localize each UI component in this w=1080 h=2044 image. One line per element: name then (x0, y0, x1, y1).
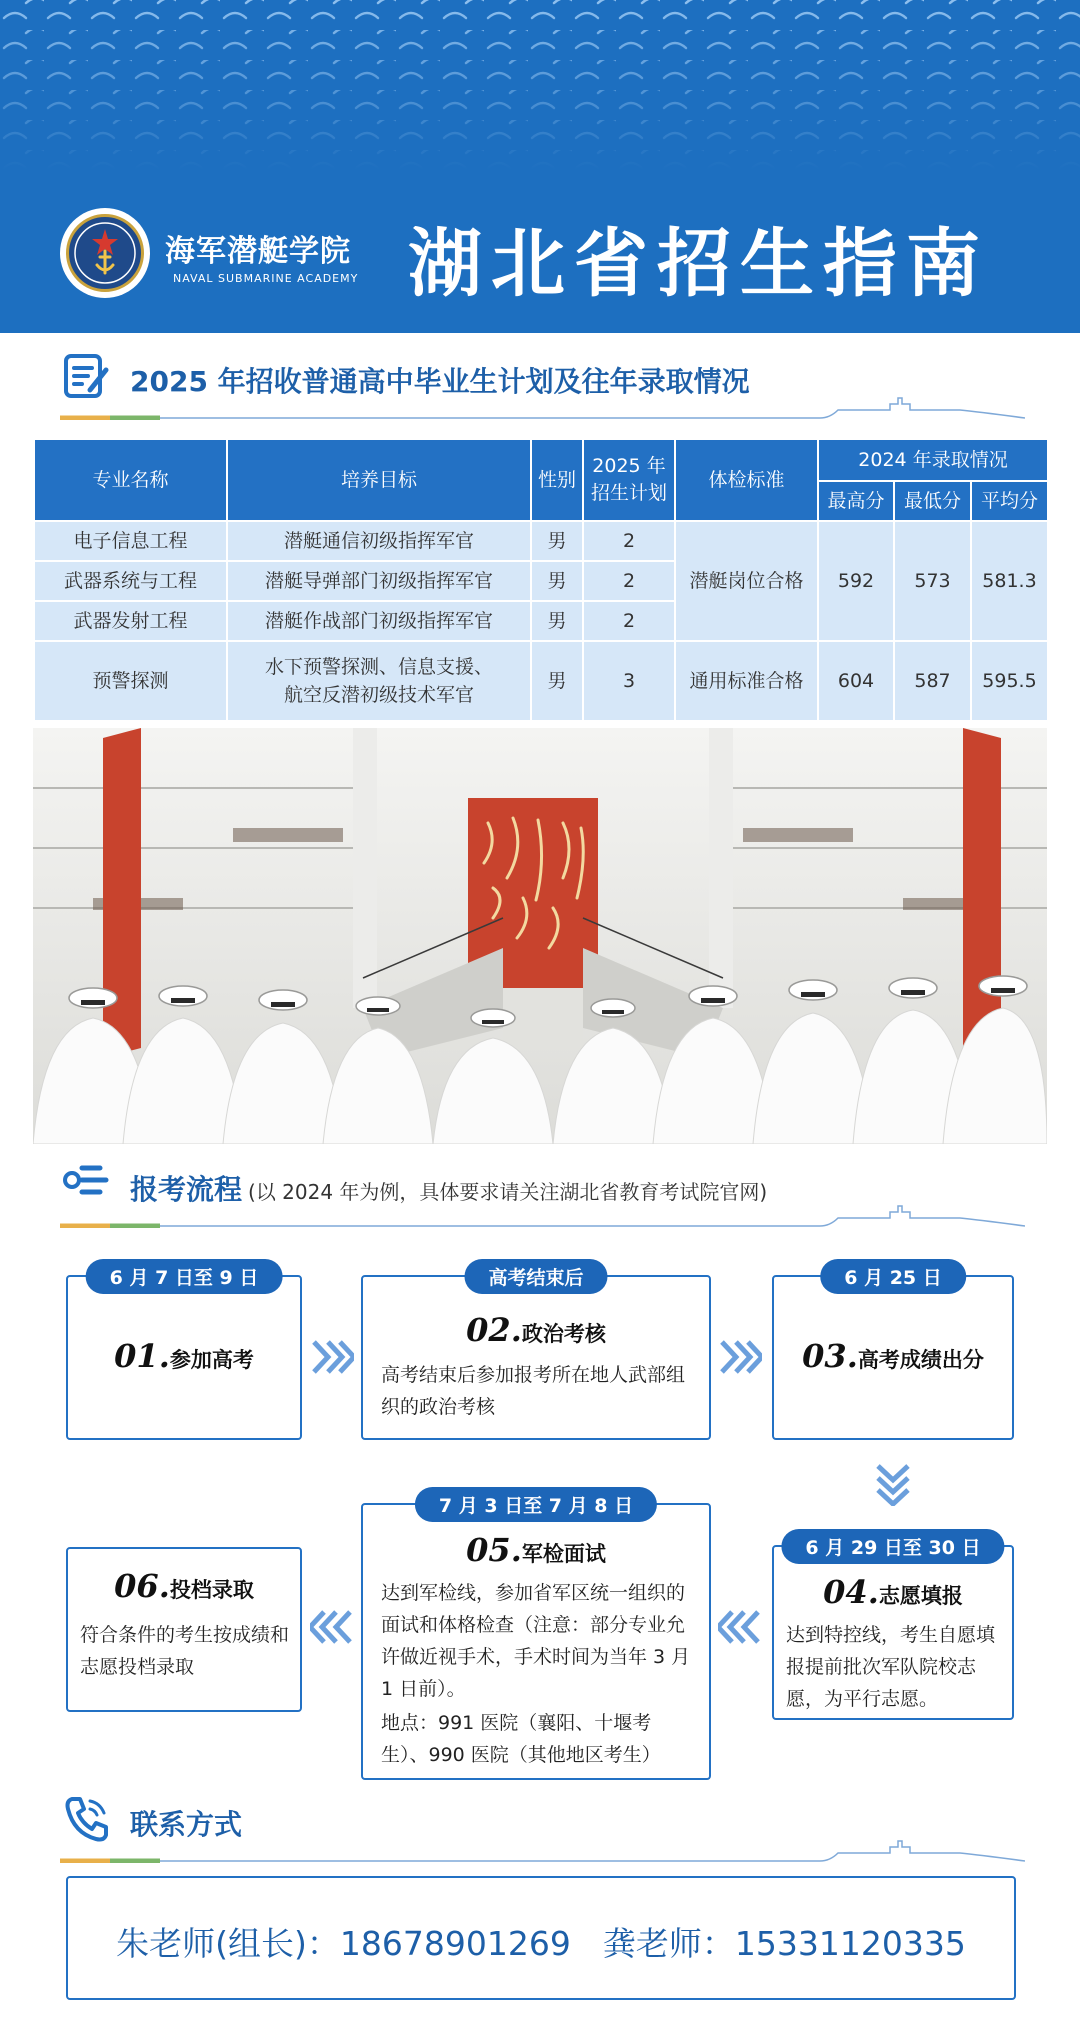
cell-major: 预警探测 (34, 641, 227, 721)
chevron-left-icon (718, 1610, 762, 1644)
banner-right (963, 728, 1001, 1058)
anchor-star-icon (69, 217, 141, 289)
step-title: 02.政治考核 (466, 1311, 606, 1349)
cell-plan: 2 (583, 561, 675, 601)
section-heading-plan (60, 350, 1025, 420)
cell-plan: 3 (583, 641, 675, 721)
page-title: 湖北省招生指南 (408, 221, 989, 307)
cell-max: 604 (818, 641, 894, 721)
th-max-score: 最高分 (818, 481, 894, 521)
step-title: 05.军检面试 (466, 1531, 606, 1569)
cell-avg: 595.5 (971, 641, 1048, 721)
contact-box (66, 1876, 1016, 2000)
th-gender: 性别 (531, 439, 583, 521)
contact-person-2: 龚老师：15331120335 (602, 1924, 966, 1963)
section-title-process: 报考流程 (以 2024 年为例，具体要求请关注湖北省教育考试院官网) (130, 1173, 768, 1206)
cell-physical: 通用标准合格 (675, 641, 818, 721)
th-goal: 培养目标 (227, 439, 531, 521)
school-name: 海军潜艇学院 (165, 234, 351, 269)
chevron-right-icon (310, 1340, 354, 1374)
th-plan-2025: 2025 年 招生计划 (583, 439, 675, 521)
section-heading-process (60, 1158, 1025, 1228)
step-date-tag: 7 月 3 日至 7 月 8 日 (415, 1487, 657, 1522)
cell-min: 573 (894, 521, 971, 641)
section-divider-submarine (60, 1198, 1025, 1228)
chevron-left-icon (310, 1610, 354, 1644)
step-03 (772, 1267, 1014, 1440)
cell-avg: 581.3 (971, 521, 1048, 641)
table-row (34, 641, 1048, 721)
step-title: 01.参加高考 (114, 1337, 254, 1375)
step-description: 达到特控线，考生自愿填报提前批次军队院校志愿，为平行志愿。 (786, 1624, 996, 1710)
cell-plan: 2 (583, 601, 675, 641)
th-admission-2024: 2024 年录取情况 (818, 439, 1048, 481)
step-date-tag: 6 月 7 日至 9 日 (86, 1259, 283, 1294)
step-location: 地点：991 医院（襄阳、十堰考生）、990 医院（其他地区考生） (381, 1712, 661, 1766)
cell-gender: 男 (531, 601, 583, 641)
step-06 (66, 1547, 302, 1712)
th-min-score: 最低分 (894, 481, 971, 521)
cell-gender: 男 (531, 561, 583, 601)
step-01 (66, 1267, 302, 1440)
th-avg-score: 平均分 (971, 481, 1048, 521)
chevron-down-icon (876, 1462, 910, 1506)
step-title: 04.志愿填报 (823, 1573, 963, 1611)
banner-left (103, 728, 141, 1058)
academy-logo (60, 208, 150, 298)
cell-gender: 男 (531, 521, 583, 561)
step-02 (361, 1267, 711, 1440)
step-05 (361, 1495, 711, 1780)
chevron-right-icon (718, 1340, 762, 1374)
step-description: 达到军检线，参加省军区统一组织的面试和体格检查（注意：部分专业允许做近视手术，手术时间为当年 3 月 1 日前）。 (381, 1582, 691, 1700)
cell-goal: 潜艇导弹部门初级指挥军官 (227, 561, 531, 601)
step-description: 高考结束后参加报考所在地人武部组织的政治考核 (381, 1364, 686, 1418)
header-banner (0, 0, 1080, 333)
cell-min: 587 (894, 641, 971, 721)
ceremony-photo (33, 728, 1047, 1144)
th-physical: 体检标准 (675, 439, 818, 521)
cell-max: 592 (818, 521, 894, 641)
table-row (34, 521, 1048, 561)
cell-gender: 男 (531, 641, 583, 721)
cell-physical: 潜艇岗位合格 (675, 521, 818, 641)
contact-line (68, 1918, 1014, 1965)
cell-goal: 水下预警探测、信息支援、 航空反潜初级技术军官 (227, 641, 531, 721)
cell-major: 武器发射工程 (34, 601, 227, 641)
step-date-tag: 高考结束后 (464, 1259, 607, 1294)
th-major: 专业名称 (34, 439, 227, 521)
cell-plan: 2 (583, 521, 675, 561)
step-date-tag: 6 月 29 日至 30 日 (781, 1529, 1004, 1564)
admission-table (33, 438, 1047, 722)
step-04 (772, 1537, 1014, 1720)
section-divider-submarine (60, 390, 1025, 420)
section-subtitle-process: (以 2024 年为例，具体要求请关注湖北省教育考试院官网) (248, 1180, 768, 1204)
section-divider-submarine (60, 1833, 1025, 1863)
section-heading-contact (60, 1793, 1025, 1863)
wave-pattern (0, 0, 1080, 170)
school-name-english: NAVAL SUBMARINE ACADEMY (173, 272, 359, 285)
step-title: 03.高考成绩出分 (802, 1337, 984, 1375)
cell-goal: 潜艇作战部门初级指挥军官 (227, 601, 531, 641)
section-title-plan: 2025 年招收普通高中毕业生计划及往年录取情况 (130, 365, 750, 398)
cell-major: 电子信息工程 (34, 521, 227, 561)
step-date-tag: 6 月 25 日 (820, 1259, 966, 1294)
step-title: 06.投档录取 (114, 1567, 254, 1605)
cell-goal: 潜艇通信初级指挥军官 (227, 521, 531, 561)
contact-person-1: 朱老师(组长)：18678901269 (116, 1924, 571, 1963)
step-description: 符合条件的考生按成绩和志愿投档录取 (80, 1624, 290, 1678)
cell-major: 武器系统与工程 (34, 561, 227, 601)
section-title-contact: 联系方式 (130, 1808, 243, 1841)
